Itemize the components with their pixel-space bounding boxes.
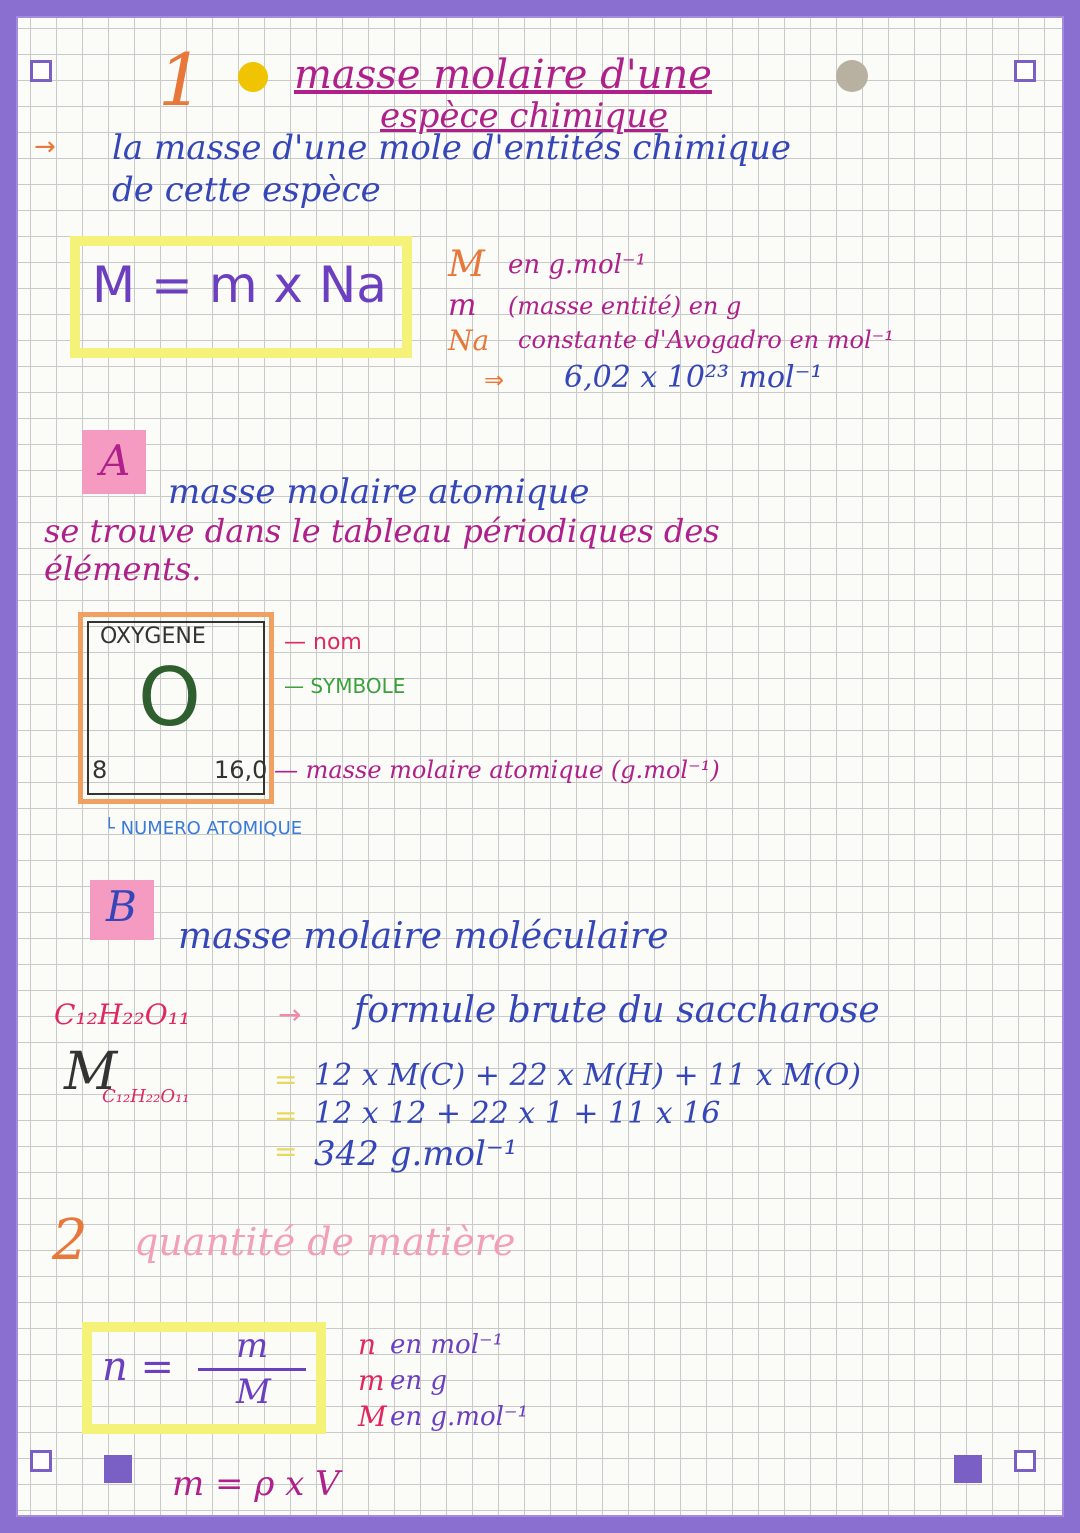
- legend1-desc-m: (masse entité) en g: [508, 292, 742, 320]
- molar-mass-label: M: [64, 1042, 118, 1102]
- section-number-1: 1: [158, 38, 204, 122]
- equals-signs: = = =: [274, 1063, 298, 1168]
- label-mass: — masse molaire atomique (g.mol⁻¹): [274, 756, 720, 784]
- sectionA-letter: A: [100, 436, 131, 485]
- legend2-symbol-m: m: [358, 1364, 385, 1397]
- calc-result: 342 g.mol⁻¹: [314, 1134, 518, 1174]
- moon-icon: [836, 60, 868, 92]
- legend2-desc-m: en g: [390, 1366, 448, 1396]
- legend2-desc-n: en mol⁻¹: [390, 1330, 504, 1360]
- label-symbol-text: SYMBOLE: [310, 674, 406, 698]
- corner-top-right-icon: [1014, 60, 1036, 82]
- formula1-text: M = m x Na: [92, 256, 387, 314]
- section-number-2: 2: [52, 1208, 88, 1273]
- arrow-right-icon: →: [34, 132, 56, 162]
- formula2-numerator: m: [236, 1326, 269, 1366]
- fraction-bar: [198, 1368, 306, 1371]
- formula2-lhs: n =: [102, 1344, 174, 1390]
- molar-mass-subscript: C₁₂H₂₂O₁₁: [102, 1086, 190, 1107]
- arrow-right-icon: →: [278, 998, 302, 1031]
- element-name: OXYGENE: [100, 624, 206, 649]
- calc-line2: 12 x 12 + 22 x 1 + 11 x 16: [314, 1096, 721, 1131]
- legend1-desc-Na: constante d'Avogadro en mol⁻¹: [518, 326, 894, 354]
- definition-line1: la masse d'une mole d'entités chimique: [112, 128, 792, 168]
- calc-line1: 12 x M(C) + 22 x M(H) + 11 x M(O): [314, 1058, 862, 1093]
- label-number: └ NUMERO ATOMIQUE: [104, 818, 303, 839]
- sectionA-text-line2: éléments.: [44, 550, 202, 588]
- avogadro-value: 6,02 x 10²³ mol⁻¹: [564, 360, 823, 395]
- legend1-desc-M: en g.mol⁻¹: [508, 250, 647, 280]
- bottom-formula: m = ρ x V: [172, 1464, 340, 1504]
- label-symbol: — SYMBOLE: [284, 674, 406, 698]
- element-molar-mass: 16,0: [214, 756, 268, 784]
- arrow-right-icon: ⇒: [484, 366, 505, 394]
- notebook-page: [18, 18, 1062, 1515]
- corner-square-left: [104, 1455, 132, 1483]
- sectionB-formula-desc: formule brute du saccharose: [354, 990, 880, 1031]
- legend1-symbol-m: m: [448, 288, 477, 323]
- element-atomic-number: 8: [92, 756, 108, 784]
- section1-title-line2: espèce chimique: [380, 96, 669, 136]
- corner-square-right: [954, 1455, 982, 1483]
- label-mass-text: masse molaire atomique (g.mol⁻¹): [305, 756, 720, 784]
- legend2-symbol-M: M: [358, 1400, 387, 1433]
- sectionB-title: masse molaire moléculaire: [178, 916, 669, 957]
- section2-title: quantité de matière: [134, 1220, 516, 1264]
- sectionB-formula: C₁₂H₂₂O₁₁: [54, 998, 191, 1031]
- corner-top-left-icon: [30, 60, 52, 82]
- label-number-text: NUMERO ATOMIQUE: [120, 818, 303, 839]
- legend2-desc-M: en g.mol⁻¹: [390, 1402, 529, 1432]
- label-name: — nom: [284, 630, 362, 655]
- legend2-symbol-n: n: [358, 1328, 377, 1361]
- sectionA-text-line1: se trouve dans le tableau périodiques des: [44, 512, 720, 550]
- sun-icon: [238, 62, 268, 92]
- formula2-denominator: M: [236, 1372, 271, 1412]
- sectionA-title: masse molaire atomique: [168, 472, 590, 512]
- sectionB-letter: B: [106, 882, 137, 931]
- label-name-text: nom: [313, 630, 362, 655]
- corner-bottom-left-icon: [30, 1450, 52, 1472]
- legend1-symbol-M: M: [448, 244, 485, 285]
- legend1-symbol-Na: Na: [448, 324, 490, 357]
- element-symbol: O: [138, 651, 201, 744]
- definition-line2: de cette espèce: [112, 170, 381, 210]
- corner-bottom-right-icon: [1014, 1450, 1036, 1472]
- section1-title-line1: masse molaire d'une: [294, 52, 712, 98]
